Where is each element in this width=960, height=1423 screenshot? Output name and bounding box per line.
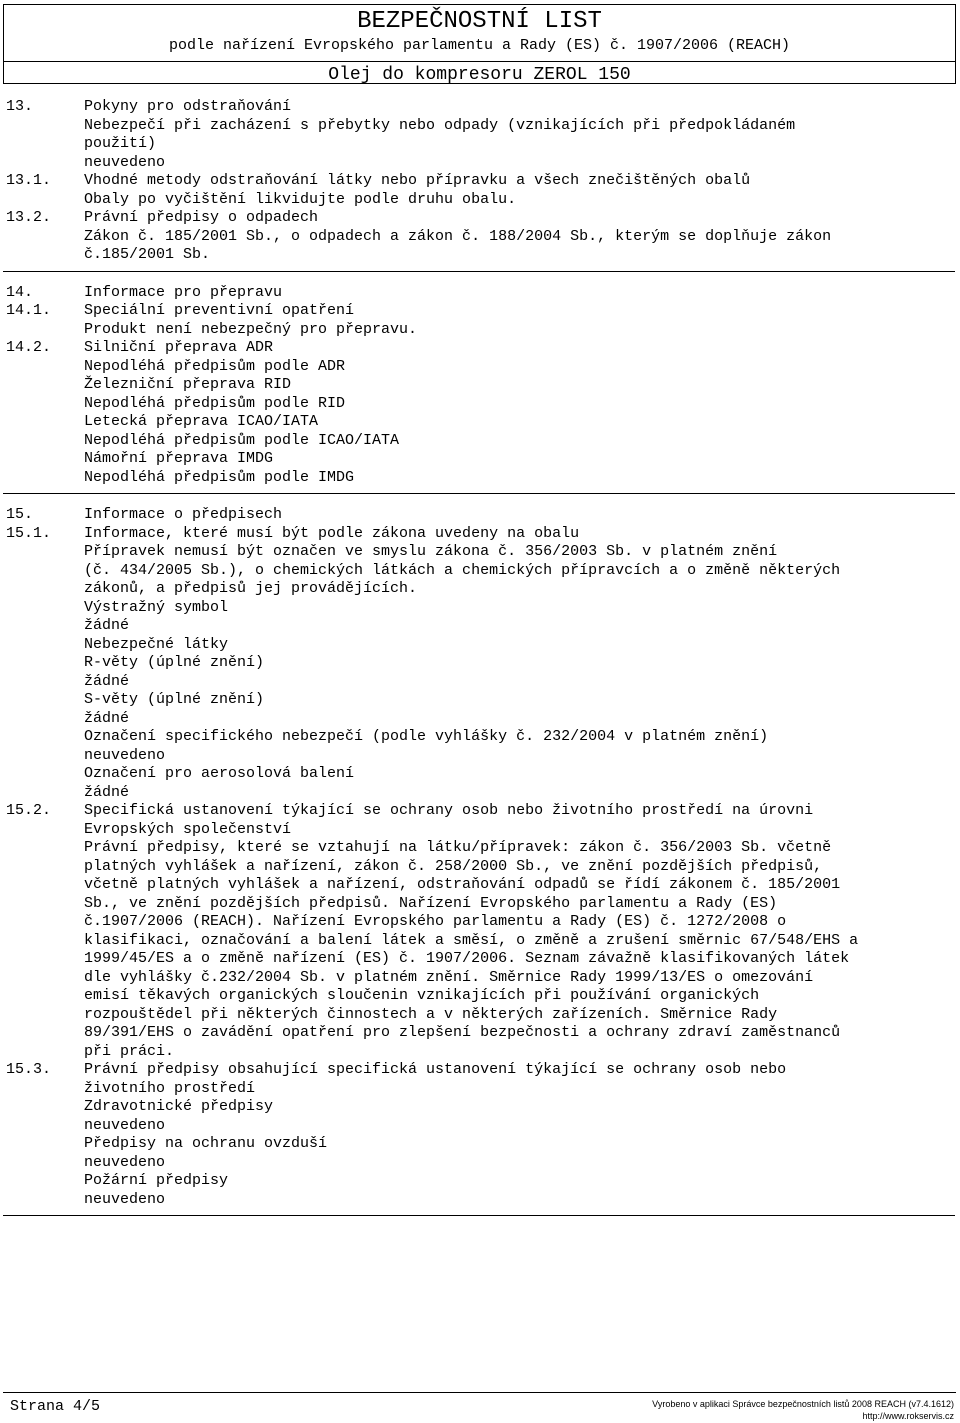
specific-hazard-title: Označení specifického nebezpečí (podle vyhlášky č. 232/2004 v platném znění) bbox=[84, 728, 769, 745]
aerosol-value: žádné bbox=[84, 783, 130, 801]
subsection-number: 14.1. bbox=[6, 302, 52, 319]
health-title: Zdravotnické předpisy bbox=[84, 1098, 274, 1115]
adr-text: Nepodléhá předpisům podle ADR bbox=[84, 357, 346, 375]
footer-divider bbox=[3, 1392, 956, 1393]
document-body bbox=[6, 98, 952, 1228]
s-phrases-value: žádné bbox=[84, 709, 130, 727]
producer-info bbox=[652, 1398, 954, 1422]
header-divider bbox=[4, 61, 955, 62]
section-15 bbox=[6, 506, 952, 1209]
subsection-number: 13.1. bbox=[6, 172, 52, 189]
subsection-title: Speciální preventivní opatření bbox=[84, 302, 355, 319]
symbol-title: Výstražný symbol bbox=[84, 598, 229, 616]
subsection-number: 15.1. bbox=[6, 524, 52, 542]
r-phrases-title: R-věty (úplné znění) bbox=[84, 654, 265, 671]
section-number: 14. bbox=[6, 283, 34, 301]
subsection-text: Obaly po vyčištění likvidujte podle druhu obalu. bbox=[84, 190, 517, 208]
section-title: Informace o předpisech bbox=[84, 506, 283, 523]
subsection-text: Právní předpisy, které se vztahují na látku/přípravek: zákon č. 356/2003 Sb. včetně platných vyhlášek a nařízení, zákon č. 258/2000 Sb., ve znění pozdějších předpisů, včetně platných vyhlášek a nařízení, odstraňování odpadů se řídí zákonem č. 185/2001 Sb., ve znění pozdějších předpisů. Nařízení Evropského parlamentu a Rady (ES) č.1907/2006 (REACH). Nařízení Evropského parlamentu a Rady (ES) č. 1272/2008 o klasifikaci, označování a balení látek a směsí, o změně a zrušení směrnic 67/548/EHS a 1999/45/ES a o změně nařízení (ES) č. 1907/2006. Seznam závažně klasifikovaných látek dle vyhlášky č.232/2004 Sb. v platném znění. Směrnice Rady 1999/13/ES o omezování emisí těkavých organických sloučenin vznikajících při používání organických rozpouštědel při některých činnostech a v některých zařízeních. Směrnice Rady 89/391/EHS o zavádění opatření pro zlepšení bezpečnosti a ochrany zdraví zaměstnanců při práci. bbox=[84, 839, 859, 1060]
section-13 bbox=[6, 98, 952, 265]
subsection-number: 13.2. bbox=[6, 209, 52, 226]
document-subtitle: podle nařízení Evropského parlamentu a Rady (ES) č. 1907/2006 (REACH) bbox=[168, 37, 791, 54]
subsection-number: 15.3. bbox=[6, 1061, 52, 1078]
subsection-number: 15.2. bbox=[6, 802, 52, 819]
producer-link[interactable]: http://www.rokservis.cz bbox=[862, 1411, 954, 1421]
symbol-value: žádné bbox=[84, 617, 130, 634]
subsection-text: Zákon č. 185/2001 Sb., o odpadech a zákon č. 188/2004 Sb., kterým se doplňuje zákon č.185/2001 Sb. bbox=[84, 227, 832, 263]
imdg-title: Námořní přeprava IMDG bbox=[84, 450, 274, 467]
rid-title: Železniční přeprava RID bbox=[84, 376, 292, 393]
producer-text: Vyrobeno v aplikaci Správce bezpečnostních listů 2008 REACH (v7.4.1612) bbox=[652, 1399, 954, 1409]
product-name: Olej do kompresoru ZEROL 150 bbox=[328, 65, 631, 85]
subsection-text: Přípravek nemusí být označen ve smyslu zákona č. 356/2003 Sb. v platném znění (č. 434/2005 Sb.), o chemických látkách a chemických přípravcích a o změně některých zákonů, a předpisů jej provádějících. bbox=[84, 543, 841, 597]
icao-title: Letecká přeprava ICAO/IATA bbox=[84, 413, 319, 430]
subsection-title: Právní předpisy o odpadech bbox=[84, 209, 319, 226]
icao-text: Nepodléhá předpisům podle ICAO/IATA bbox=[84, 431, 400, 449]
imdg-text: Nepodléhá předpisům podle IMDG bbox=[84, 468, 355, 486]
aerosol-title: Označení pro aerosolová balení bbox=[84, 765, 355, 782]
section-value: neuvedeno bbox=[84, 153, 166, 171]
rid-text: Nepodléhá předpisům podle RID bbox=[84, 394, 346, 412]
page-number: Strana 4/5 bbox=[10, 1398, 101, 1415]
section-14 bbox=[6, 284, 952, 488]
specific-hazard-value: neuvedeno bbox=[84, 746, 166, 764]
subsection-title: Informace, které musí být podle zákona uvedeny na obalu bbox=[84, 524, 580, 542]
substances-title: Nebezpečné látky bbox=[84, 635, 229, 653]
document-header bbox=[3, 4, 956, 84]
document-title: BEZPEČNOSTNÍ LIST bbox=[357, 8, 602, 35]
fire-value: neuvedeno bbox=[84, 1190, 166, 1208]
section-title: Pokyny pro odstraňování bbox=[84, 98, 292, 115]
air-value: neuvedeno bbox=[84, 1153, 166, 1171]
air-title: Předpisy na ochranu ovzduší bbox=[84, 1135, 328, 1152]
section-divider bbox=[3, 271, 955, 272]
health-value: neuvedeno bbox=[84, 1116, 166, 1134]
subsection-title: Specifická ustanovení týkající se ochrany osob nebo životního prostředí na úrovni Evropských společenství bbox=[84, 802, 814, 838]
section-divider bbox=[3, 1215, 955, 1216]
s-phrases-title: S-věty (úplné znění) bbox=[84, 691, 265, 708]
subsection-number: 14.2. bbox=[6, 339, 52, 356]
subsection-title: Vhodné metody odstraňování látky nebo přípravku a všech znečištěných obalů bbox=[84, 172, 751, 189]
subsection-title: Právní předpisy obsahující specifická ustanovení týkající se ochrany osob nebo životního prostředí bbox=[84, 1061, 787, 1097]
r-phrases-value: žádné bbox=[84, 672, 130, 690]
section-number: 15. bbox=[6, 506, 34, 523]
section-number: 13. bbox=[6, 98, 34, 115]
fire-title: Požární předpisy bbox=[84, 1172, 229, 1189]
section-text: Nebezpečí při zacházení s přebytky nebo odpady (vznikajících při předpokládaném použití) bbox=[84, 116, 796, 152]
section-title: Informace pro přepravu bbox=[84, 283, 283, 301]
section-divider bbox=[3, 493, 955, 494]
subsection-title: Silniční přeprava ADR bbox=[84, 339, 274, 356]
subsection-text: Produkt není nebezpečný pro přepravu. bbox=[84, 320, 418, 338]
